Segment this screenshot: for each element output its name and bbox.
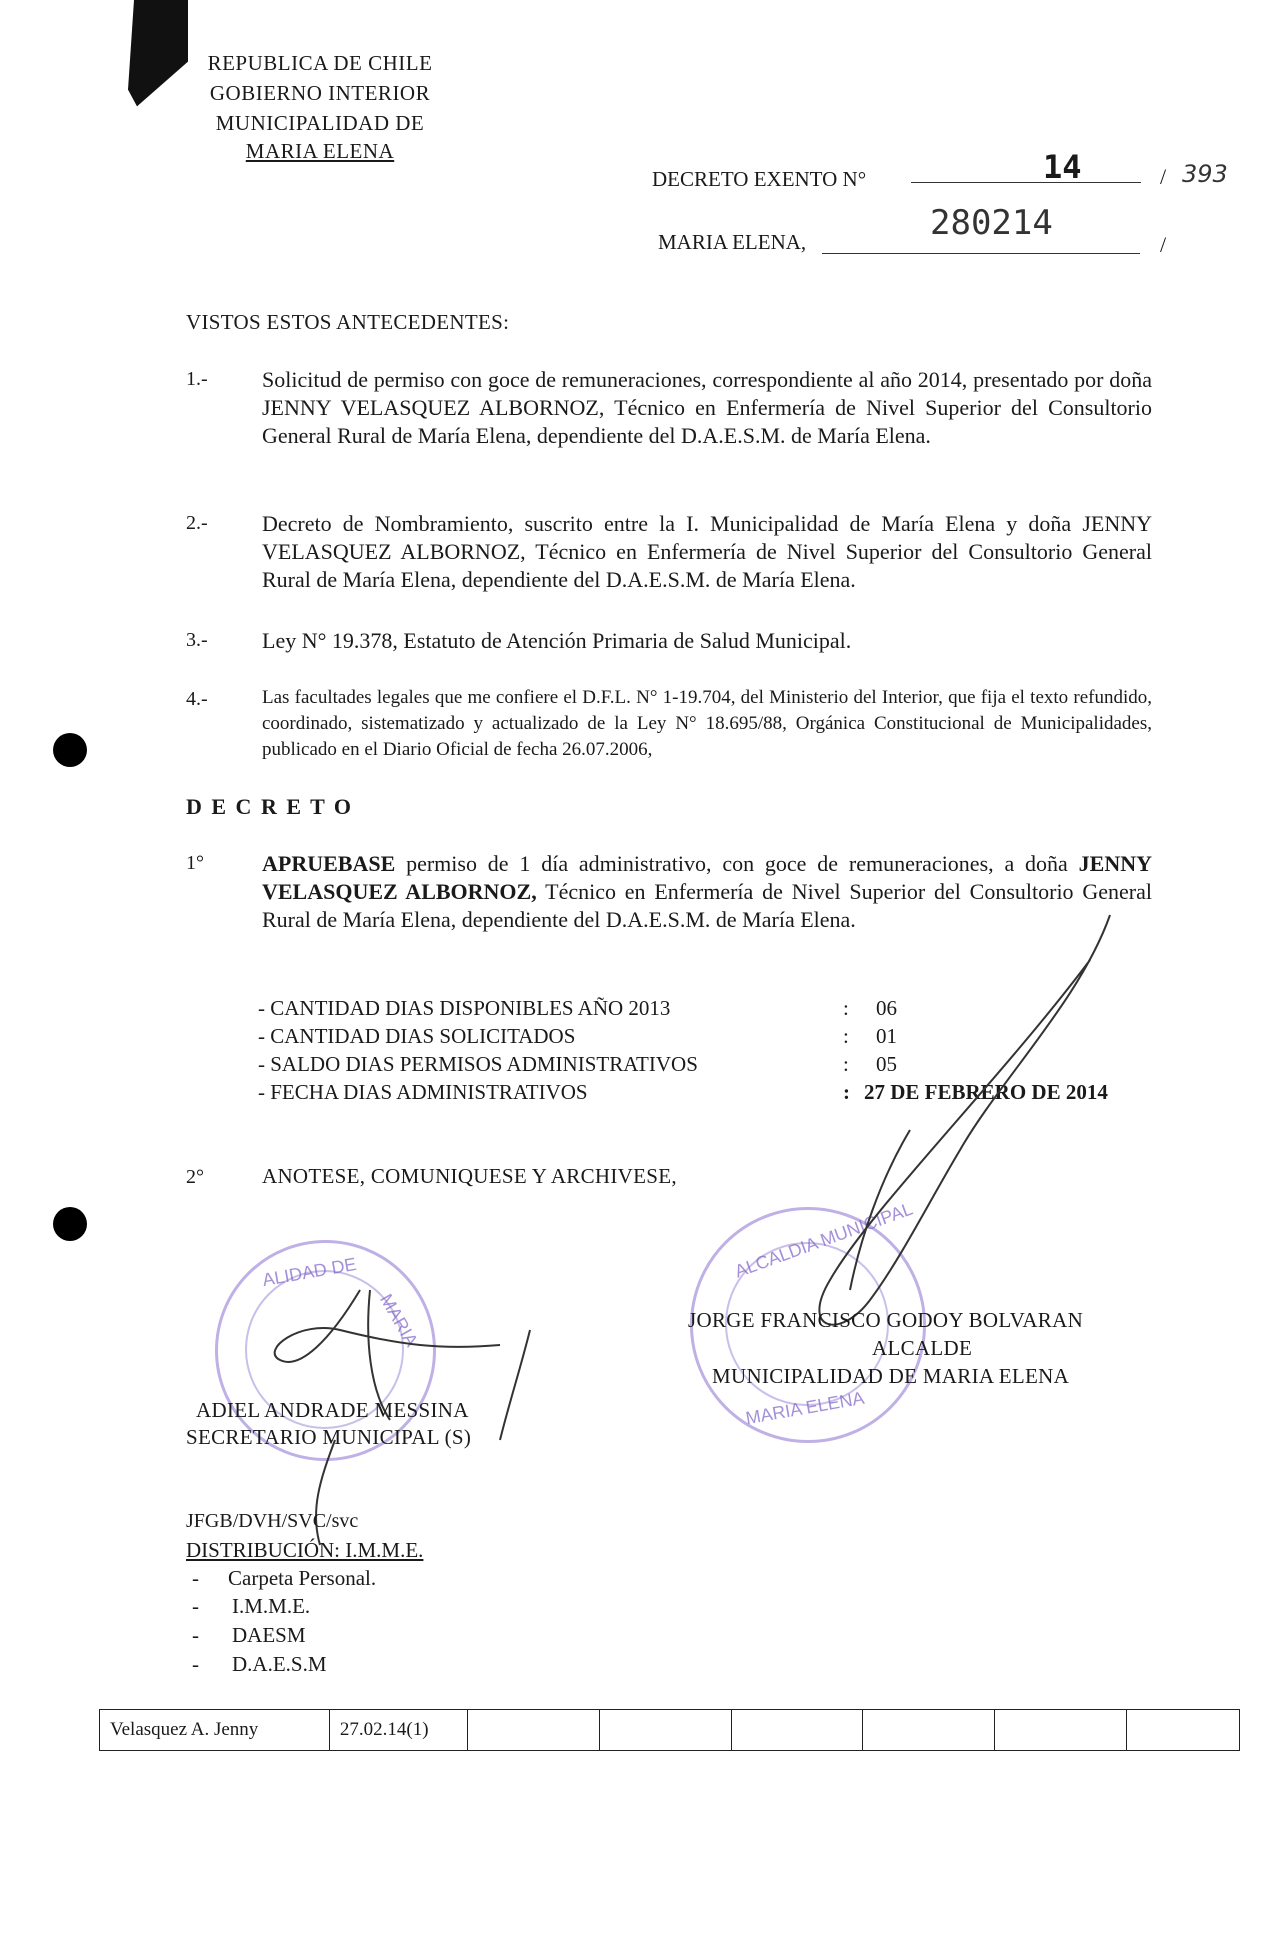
detail-colon: : [843,996,849,1020]
table-cell [600,1710,732,1751]
handwritten-annotation: 393 [1182,160,1228,188]
table-cell [731,1710,863,1751]
table-cell: Velasquez A. Jenny [100,1710,330,1751]
initials-line: JFGB/DVH/SVC/svc [186,1510,359,1532]
date-slash: / [1160,232,1167,257]
vistos-item-num: 2.- [186,512,208,534]
employee-name: JENNY VELASQUEZ ALBORNOZ, [262,851,1152,904]
vistos-item-num: 1.- [186,368,208,390]
detail-label: - CANTIDAD DIAS SOLICITADOS [258,1024,576,1048]
table-cell [995,1710,1127,1751]
date-value: 280214 [930,203,1053,243]
table-cell [863,1710,995,1751]
decree-number-slash: / [1160,164,1167,189]
detail-colon: : [843,1024,849,1048]
detail-value: 06 [876,996,897,1020]
header-line-municipality: MUNICIPALIDAD DE [215,111,425,135]
table-cell [468,1710,600,1751]
seal-text: ALCALDIA MUNICIPAL [732,1198,916,1282]
detail-value: 05 [876,1052,897,1076]
header-line-town: MARIA ELENA [245,139,395,163]
distribution-dash: - [192,1566,199,1590]
mayor-org: MUNICIPALIDAD DE MARIA ELENA [712,1364,1070,1388]
decree-number-value: 14 [1043,148,1082,186]
decree-number-label: DECRETO EXENTO N° [652,167,867,191]
vistos-item-num: 3.- [186,629,208,651]
secretary-title: SECRETARIO MUNICIPAL (S) [186,1425,472,1449]
vistos-item-text: Ley N° 19.378, Estatuto de Atención Primaria de Salud Municipal. [262,628,852,653]
decreto-item1-num: 1° [186,852,204,874]
distribution-item: Carpeta Personal. [228,1566,377,1590]
table-cell [1126,1710,1239,1751]
detail-label: - SALDO DIAS PERMISOS ADMINISTRATIVOS [258,1052,698,1076]
mayor-name: JORGE FRANCISCO GODOY BOLVARAN [688,1308,1084,1332]
seal-text: MARIA [376,1290,422,1350]
distribution-title: DISTRIBUCIÓN: I.M.M.E. [186,1538,424,1562]
distribution-item: I.M.M.E. [232,1594,311,1618]
vistos-item-text: Solicitud de permiso con goce de remuneraciones, correspondiente al año 2014, presentado por doña JENNY VELASQUEZ ALBORNOZ, Técnico en Enfermería de Nivel Superior del Consultorio General Rural de María Elena, dependiente del D.A.E.S.M. de María Elena. [262,367,1152,448]
distribution-dash: - [192,1594,199,1618]
mayor-title: ALCALDE [872,1336,973,1360]
decreto-item2-num: 2° [186,1166,204,1188]
item1-text-part1: permiso de 1 día administrativo, con goce de remuneraciones, a doña [395,851,1079,876]
place-label: MARIA ELENA, [658,230,807,254]
seal-text: ALIDAD DE [260,1253,358,1291]
decreto-title: D E C R E T O [186,794,354,819]
detail-label: - CANTIDAD DIAS DISPONIBLES AÑO 2013 [258,996,671,1020]
table-cell: 27.02.14(1) [329,1710,468,1751]
header-line-republic: REPUBLICA DE CHILE [207,51,433,75]
detail-colon: : [843,1052,849,1076]
item1-text-part2: Técnico en Enfermería de Nivel Superior del Consultorio General Rural de María Elena, dependiente del D.A.E.S.M. de María Elena. [262,879,1152,932]
header-line-government: GOBIERNO INTERIOR [209,81,431,105]
distribution-item: DAESM [232,1623,306,1647]
distribution-dash: - [192,1652,199,1676]
detail-colon: : [843,1080,850,1104]
vistos-title: VISTOS ESTOS ANTECEDENTES: [186,310,510,334]
detail-label: - FECHA DIAS ADMINISTRATIVOS [258,1080,588,1104]
secretary-name: ADIEL ANDRADE MESSINA [196,1398,469,1422]
distribution-item: D.A.E.S.M [232,1652,327,1676]
seal-text: MARIA ELENA [744,1387,866,1429]
vistos-item-num: 4.- [186,688,208,710]
vistos-item-text: Decreto de Nombramiento, suscrito entre la I. Municipalidad de María Elena y doña JENNY VELASQUEZ ALBORNOZ, Técnico en Enfermería de Nivel Superior del Consultorio General Rural de María Elena, dependiente del D.A.E.S.M. de María Elena. [262,511,1152,592]
vistos-item-text: Las facultades legales que me confiere el D.F.L. N° 1-19.704, del Ministerio del Interior, que fija el texto refundido, coordinado, sistematizado y actualizado de la Ley N° 18.695/88, Orgánica Constitucional de Municipalidades, publicado en el Diario Oficial de fecha 26.07.2006, [262,687,1152,760]
table-row [100,1710,1240,1751]
footer-record-table [99,1709,1240,1751]
approve-word: APRUEBASE [262,851,396,876]
decreto-item2-text: ANOTESE, COMUNIQUESE Y ARCHIVESE, [262,1164,677,1188]
distribution-dash: - [192,1623,199,1647]
detail-value: 27 DE FEBRERO DE 2014 [864,1080,1108,1104]
detail-value: 01 [876,1024,897,1048]
